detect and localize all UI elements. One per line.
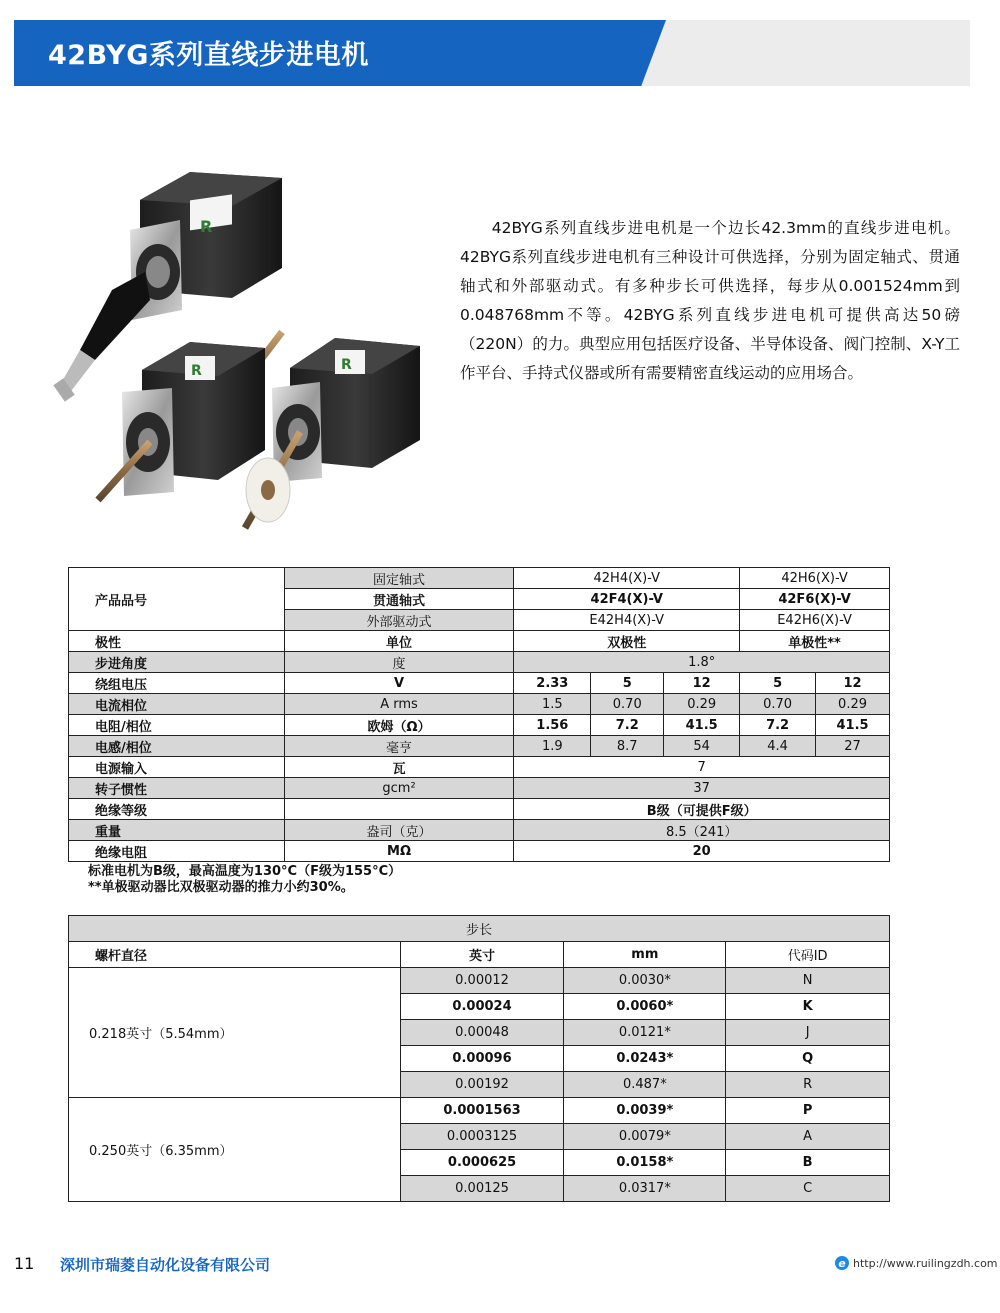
row-unit: gcm² [284,778,514,799]
polarity-row [69,631,890,652]
code-cell: C [726,1176,890,1202]
svg-text:R: R [200,217,213,236]
code-cell: N [726,968,890,994]
row-cell: 0.29 [664,694,740,715]
spec-row [69,757,890,778]
row-unit: MΩ [284,841,514,862]
row-cell: 1.56 [514,715,591,736]
step-header-row [69,942,890,968]
code-cell: A [726,1124,890,1150]
row-value: 37 [514,778,890,799]
row-cell: 27 [816,736,890,757]
inch-header: 英寸 [400,942,564,968]
unit-header: 单位 [284,631,514,652]
row-unit: 度 [284,652,514,673]
row-value: 20 [514,841,890,862]
row-unit: A rms [284,694,514,715]
mm-cell: 0.0039* [564,1098,726,1124]
row-cell: 5 [740,673,816,694]
model-bipolar: 42F4(X)-V [514,589,740,610]
row-unit: 毫亨 [284,736,514,757]
step-title-row [69,916,890,942]
row-unit: V [284,673,514,694]
mm-cell: 0.487* [564,1072,726,1098]
row-cell: 8.7 [591,736,664,757]
company-name: 深圳市瑞菱自动化设备有限公司 [60,1256,271,1274]
row-label: 电源输入 [69,757,285,778]
spec-row [69,673,890,694]
row-unit: 欧姆（Ω） [284,715,514,736]
row-label: 重量 [69,820,285,841]
row-cell: 7.2 [740,715,816,736]
spec-row [69,778,890,799]
row-label: 绝缘等级 [69,799,285,820]
row-cell: 1.9 [514,736,591,757]
row-label: 绝缘电阻 [69,841,285,862]
row-cell: 54 [664,736,740,757]
mm-cell: 0.0317* [564,1176,726,1202]
page-number: 11 [14,1254,35,1273]
screw-diameter: 0.218英寸（5.54mm） [69,968,401,1098]
row-value: 1.8° [514,652,890,673]
row-cell: 4.4 [740,736,816,757]
inch-cell: 0.000625 [400,1150,564,1176]
spec-table [68,567,890,862]
website-link[interactable] [835,1256,998,1270]
mm-cell: 0.0030* [564,968,726,994]
code-cell: B [726,1150,890,1176]
page-title: 42BYG系列直线步进电机 [48,40,369,71]
row-cell: 7.2 [591,715,664,736]
browser-e-icon: e [835,1256,849,1270]
mm-cell: 0.0079* [564,1124,726,1150]
type-name: 外部驱动式 [284,610,514,631]
model-bipolar: E42H4(X)-V [514,610,740,631]
row-cell: 1.5 [514,694,591,715]
inch-cell: 0.00024 [400,994,564,1020]
row-cell: 0.29 [816,694,890,715]
row-cell: 12 [664,673,740,694]
row-unit [284,799,514,820]
mm-cell: 0.0243* [564,1046,726,1072]
code-cell: P [726,1098,890,1124]
mm-cell: 0.0158* [564,1150,726,1176]
footnote: **单极驱动器比双极驱动器的推力小约30%。 [88,880,354,895]
table-row [69,1098,890,1124]
row-unit: 瓦 [284,757,514,778]
type-name: 贯通轴式 [284,589,514,610]
inch-cell: 0.00096 [400,1046,564,1072]
row-label: 转子惯性 [69,778,285,799]
footnotes [88,864,401,896]
mm-cell: 0.0121* [564,1020,726,1046]
code-cell: R [726,1072,890,1098]
type-row [69,568,890,589]
inch-cell: 0.0001563 [400,1098,564,1124]
code-cell: Q [726,1046,890,1072]
code-cell: J [726,1020,890,1046]
row-cell: 12 [816,673,890,694]
spec-row [69,820,890,841]
inch-cell: 0.00012 [400,968,564,994]
row-label: 电流相位 [69,694,285,715]
svg-text:R: R [341,357,352,373]
spec-row [69,652,890,673]
row-cell: 41.5 [664,715,740,736]
row-label: 绕组电压 [69,673,285,694]
step-title: 步长 [69,916,890,942]
product-photo [50,160,440,545]
row-value: 7 [514,757,890,778]
row-cell: 2.33 [514,673,591,694]
row-label: 电阻/相位 [69,715,285,736]
spec-row [69,799,890,820]
spec-row [69,841,890,862]
model-bipolar: 42H4(X)-V [514,568,740,589]
model-unipolar: E42H6(X)-V [740,610,890,631]
code-cell: K [726,994,890,1020]
model-unipolar: 42F6(X)-V [740,589,890,610]
screw-header: 螺杆直径 [69,942,401,968]
table-row [69,968,890,994]
model-unipolar: 42H6(X)-V [740,568,890,589]
row-cell: 41.5 [816,715,890,736]
footnote: 标准电机为B级，最高温度为130°C（F级为155°C） [88,864,402,879]
code-header: 代码ID [726,942,890,968]
inch-cell: 0.00192 [400,1072,564,1098]
mm-header: mm [564,942,726,968]
unipolar-header: 单极性** [740,631,890,652]
spec-row [69,694,890,715]
motor-bottom-right [245,338,420,528]
svg-text:R: R [191,363,202,379]
row-label: 步进角度 [69,652,285,673]
product-label: 产品品号 [69,568,285,631]
screw-diameter: 0.250英寸（6.35mm） [69,1098,401,1202]
website-url[interactable]: http://www.ruilingzdh.com [853,1256,998,1270]
row-cell: 0.70 [740,694,816,715]
row-value: B级（可提供F级） [514,799,890,820]
polarity-label: 极性 [69,631,285,652]
spec-row [69,736,890,757]
row-unit: 盎司（克） [284,820,514,841]
intro-paragraph: 42BYG系列直线步进电机是一个边长42.3mm的直线步进电机。42BYG系列直线步进电机有三种设计可供选择，分别为固定轴式、贯通轴式和外部驱动式。有多种步长可供选择，每步从0.001524mm到0.048768mm不等。42BYG系列直线步进电机可提供高达50磅（220N）的力。典型应用包括医疗设备、半导体设备、阀门控制、X-Y工作平台、手持式仪器或所有需要精密直线运动的应用场合。 [460,219,960,382]
row-label: 电感/相位 [69,736,285,757]
bipolar-header: 双极性 [514,631,740,652]
step-table [68,915,890,1202]
row-cell: 5 [591,673,664,694]
row-value: 8.5（241） [514,820,890,841]
inch-cell: 0.0003125 [400,1124,564,1150]
mm-cell: 0.0060* [564,994,726,1020]
inch-cell: 0.00048 [400,1020,564,1046]
type-name: 固定轴式 [284,568,514,589]
row-cell: 0.70 [591,694,664,715]
inch-cell: 0.00125 [400,1176,564,1202]
spec-row [69,715,890,736]
